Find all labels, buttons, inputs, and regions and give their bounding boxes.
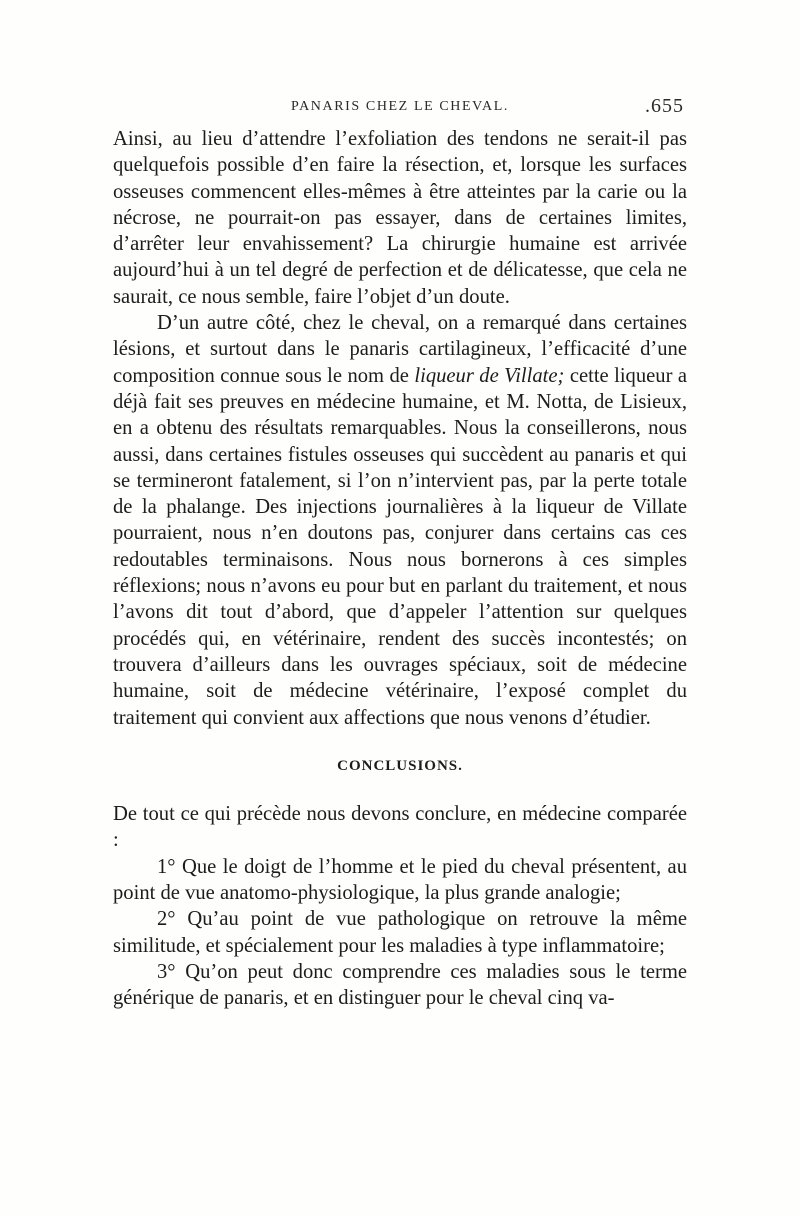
paragraph-conclusion-intro: De tout ce qui précède nous devons conclure, en médecine comparée : [113, 803, 687, 852]
paragraph-liqueur-villate-end: cette liqueur a déjà fait ses preuves en médecine humaine, et M. Notta, de Lisieux, en a obtenu des résultats remarquables. Nous la conseillerons, nous aussi, dans certaines fistules osseuses qui succèdent au panaris et qui se termineront fatalement, si l’on n’intervient pas, par la perte totale de la phalange. Des injections journalières à la liqueur de Villate pourraient, nous n’en doutons pas, conjurer dans certains cas ces redoutables terminaisons. Nous nous bornerons à ces simples réflexions; nous n’avons eu pour but en parlant du traitement, et nous l’avons dit tout d’abord, que d’appeler l’attention sur quelques procédés qui, en vétérinaire, rendent des succès incontestés; on trouvera d’ailleurs dans les ouvrages spéciaux, soit de médecine humaine, soit de médecine vétérinaire, l’exposé complet du traitement qui convient aux affections que nous venons d’étudier. [113, 364, 687, 729]
body-text [113, 126, 687, 1012]
paragraph-exfoliation: Ainsi, au lieu d’attendre l’exfoliation des tendons ne serait-il pas quelquefois possible d’en faire la résection, et, lorsque les surfaces osseuses commencent elles-mêmes à être atteintes par la carie ou la nécrose, ne pourrait-on pas essayer, dans de certaines limites, d’arrêter leur envahissement? La chirurgie humaine est arrivée aujourd’hui à un tel degré de perfection et de délicatesse, que cela ne saurait, ce nous semble, faire l’objet d’un doute. [113, 128, 687, 308]
section-heading-conclusions: CONCLUSIONS. [337, 757, 463, 774]
liqueur-name: liqueur de Villate; [414, 364, 565, 387]
page-number: .655 [645, 95, 684, 117]
conclusion-item-3: 3° Qu’on peut donc comprendre ces maladies sous le terme générique de panaris, et en distinguer pour le cheval cinq va- [113, 960, 687, 1010]
paragraph-liqueur-villate-start: D’un autre côté, chez le cheval, on a remarqué dans certaines lésions, et surtout dans le panaris cartilagineux, l’efficacité d’une composition connue sous le nom de [113, 312, 687, 387]
running-head [112, 96, 688, 120]
conclusion-item-2: 2° Qu’au point de vue pathologique on retrouve la même similitude, et spécialement pour les maladies à type inflammatoire; [113, 908, 687, 957]
running-title: PANARIS CHEZ LE CHEVAL. [290, 99, 510, 114]
paragraph-liqueur-villate [113, 310, 687, 731]
conclusion-item-1: 1° Que le doigt de l’homme et le pied du cheval présentent, au point de vue anatomo-physiologique, la plus grande analogie; [113, 855, 687, 905]
